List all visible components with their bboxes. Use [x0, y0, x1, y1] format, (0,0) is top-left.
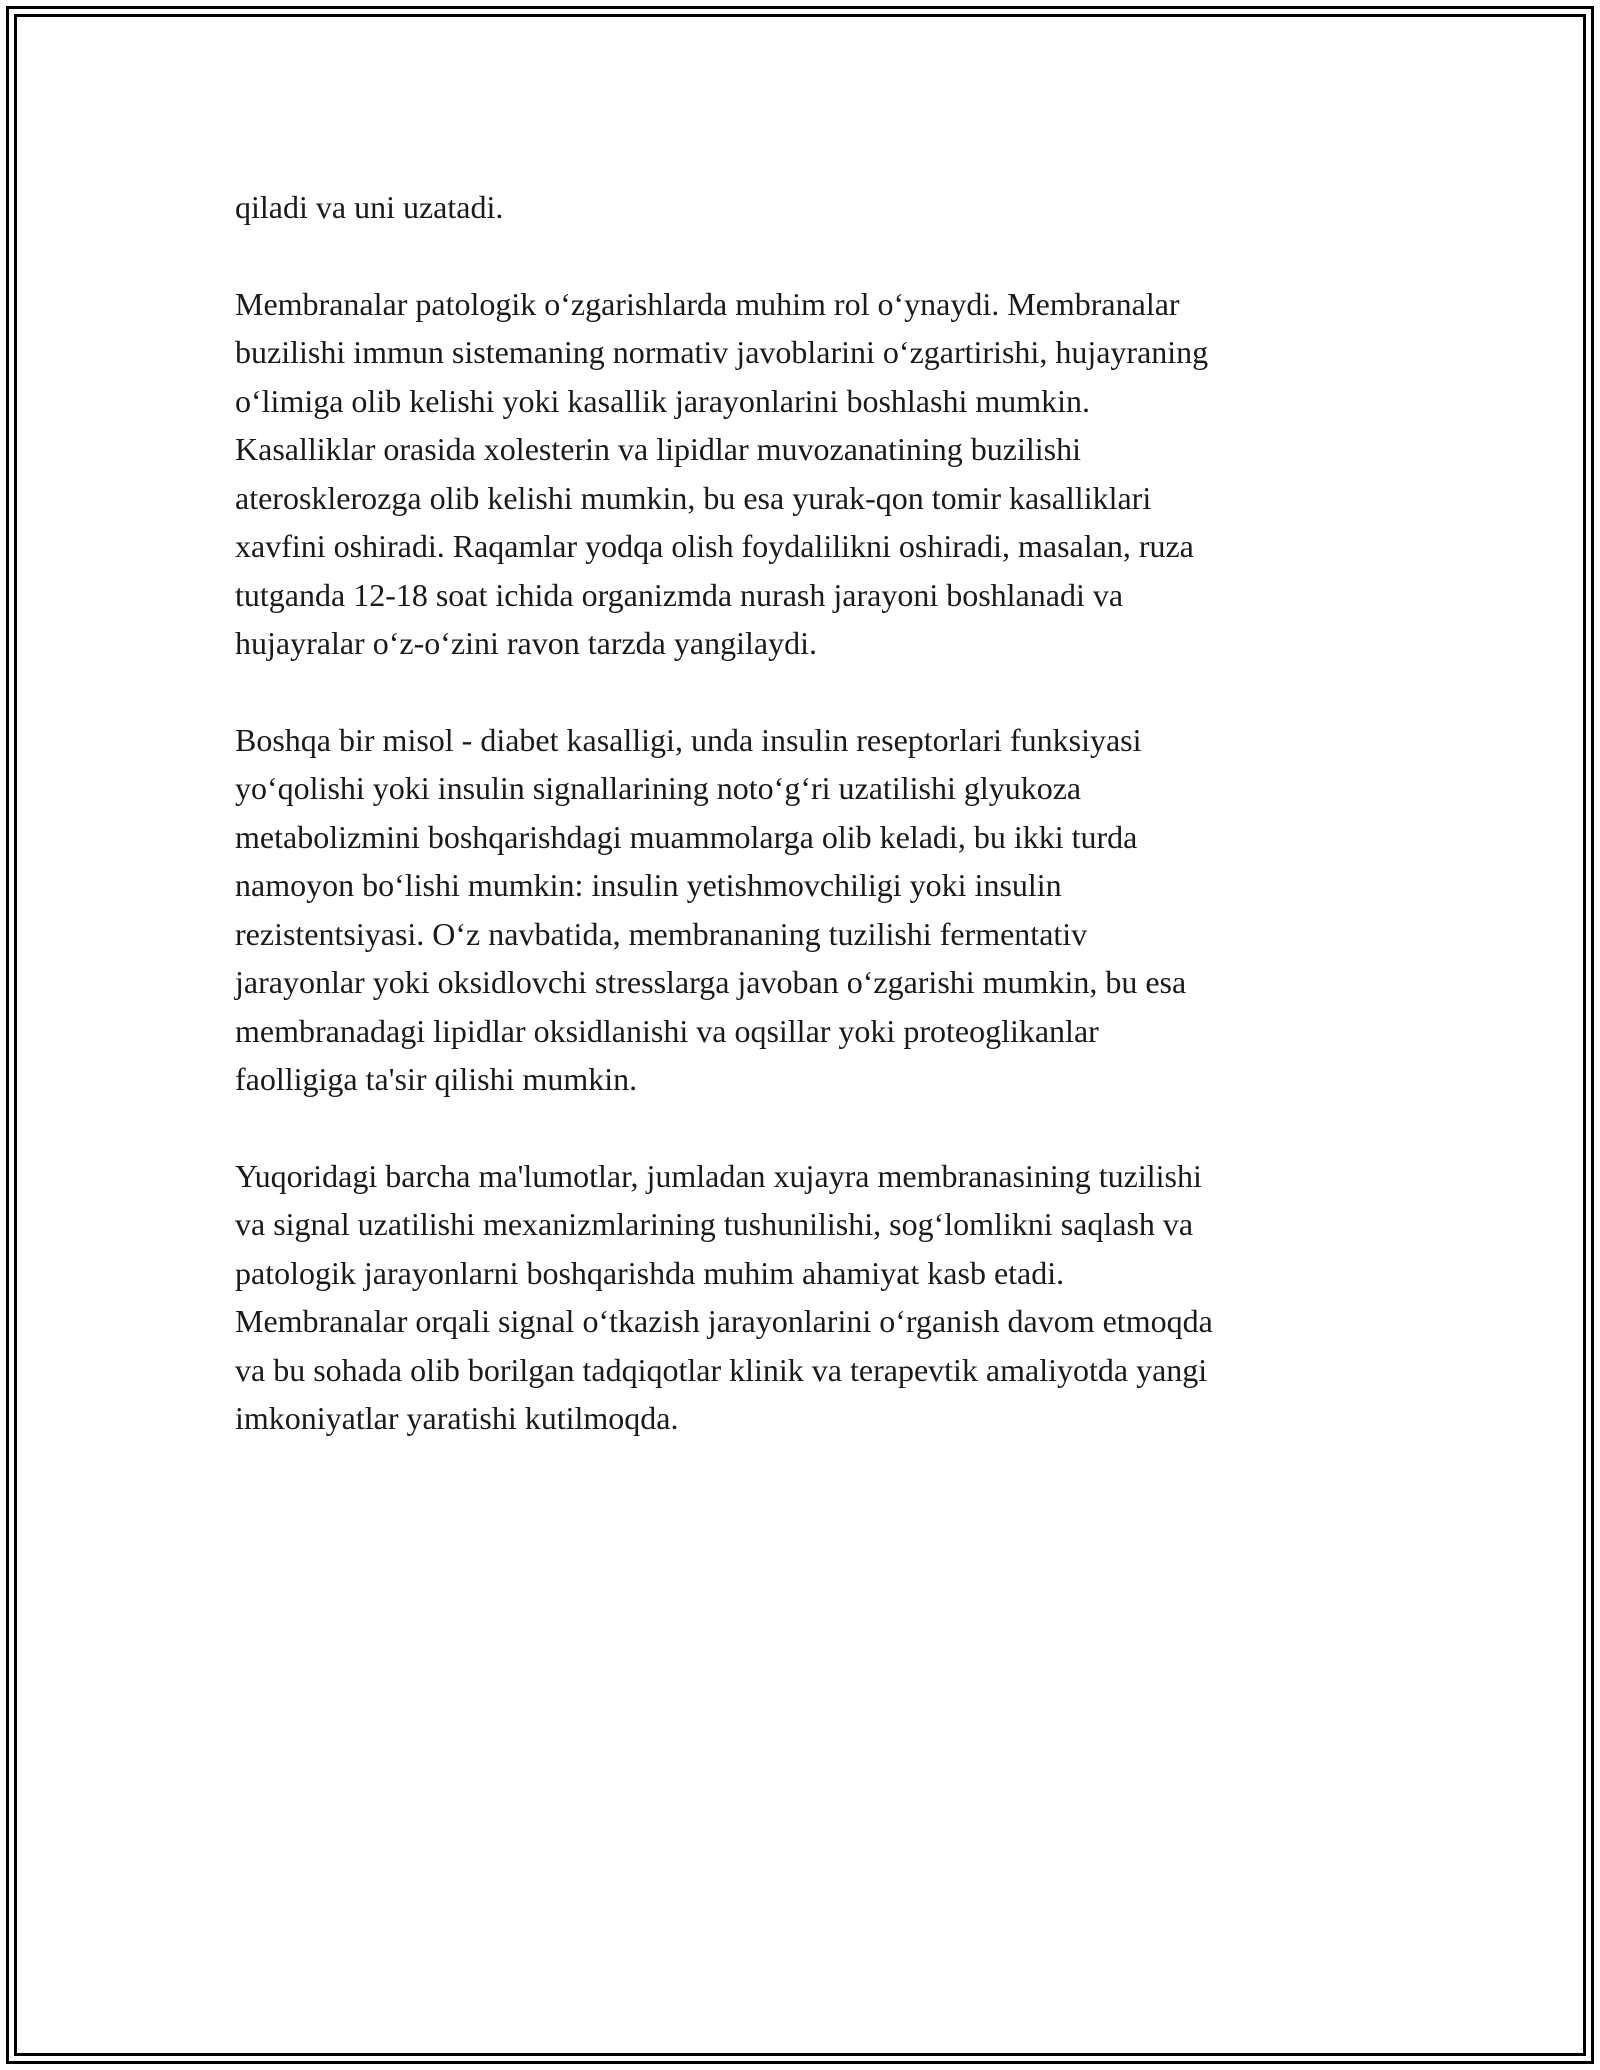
text-line: va bu sohada olib borilgan tadqiqotlar klinik va terapevtik amaliyotda yangi: [235, 1351, 1208, 1388]
text-line: Yuqoridagi barcha ma'lumotlar, jumladan xujayra membranasining tuzilishi: [235, 1157, 1202, 1194]
text-line: Boshqa bir misol - diabet kasalligi, unda insulin reseptorlari funksiyasi: [235, 721, 1142, 758]
text-line: tutganda 12-18 soat ichida organizmda nurash jarayoni boshlanadi va: [235, 576, 1124, 613]
text-line: faolligiga ta'sir qilishi mumkin.: [235, 1061, 638, 1097]
text-line: jarayonlar yoki oksidlovchi stresslarga javoban o‘zgarishi mumkin, bu esa: [235, 964, 1187, 1000]
text-line: metabolizmini boshqarishdagi muammolarga olib keladi, bu ikki turda: [235, 818, 1138, 855]
text-line: xavfini oshiradi. Raqamlar yodqa olish foydalilikni oshiradi, masalan, ruza: [235, 528, 1194, 564]
text-line: Membranalar orqali signal o‘tkazish jarayonlarini o‘rganish davom etmoqda: [235, 1303, 1213, 1339]
paragraph-3: [235, 716, 1365, 1104]
text-line: buzilishi immun sistemaning normativ javoblarini o‘zgartirishi, hujayraning: [235, 334, 1209, 370]
text-line: imkoniyatlar yaratishi kutilmoqda.: [235, 1400, 679, 1436]
paragraph-2: [235, 280, 1365, 668]
text-line: o‘limiga olib kelishi yoki kasallik jarayonlarini boshlashi mumkin.: [235, 382, 1090, 419]
paragraph-4: [235, 1152, 1365, 1443]
text-line: Membranalar patologik o‘zgarishlarda muhim rol o‘ynaydi. Membranalar: [235, 285, 1180, 322]
text-line: va signal uzatilishi mexanizmlarining tushunilishi, sog‘lomlikni saqlash va: [235, 1206, 1194, 1242]
document-body: [235, 183, 1365, 1491]
paragraph-1: [235, 183, 1365, 232]
text-line: qiladi va uni uzatadi.: [235, 189, 504, 225]
text-line: membranadagi lipidlar oksidlanishi va oqsillar yoki proteoglikanlar: [235, 1012, 1099, 1049]
text-line: rezistentsiyasi. O‘z navbatida, membrananing tuzilishi fermentativ: [235, 915, 1088, 952]
text-line: aterosklerozga olib kelishi mumkin, bu esa yurak-qon tomir kasalliklari: [235, 479, 1152, 516]
text-line: patologik jarayonlarni boshqarishda muhim ahamiyat kasb etadi.: [235, 1254, 1065, 1291]
text-line: yo‘qolishi yoki insulin signallarining noto‘g‘ri uzatilishi glyukoza: [235, 770, 1082, 806]
text-line: hujayralar o‘z-o‘zini ravon tarzda yangilaydi.: [235, 625, 817, 661]
text-line: Kasalliklar orasida xolesterin va lipidlar muvozanatining buzilishi: [235, 431, 1081, 467]
text-line: namoyon bo‘lishi mumkin: insulin yetishmovchiligi yoki insulin: [235, 867, 1062, 903]
